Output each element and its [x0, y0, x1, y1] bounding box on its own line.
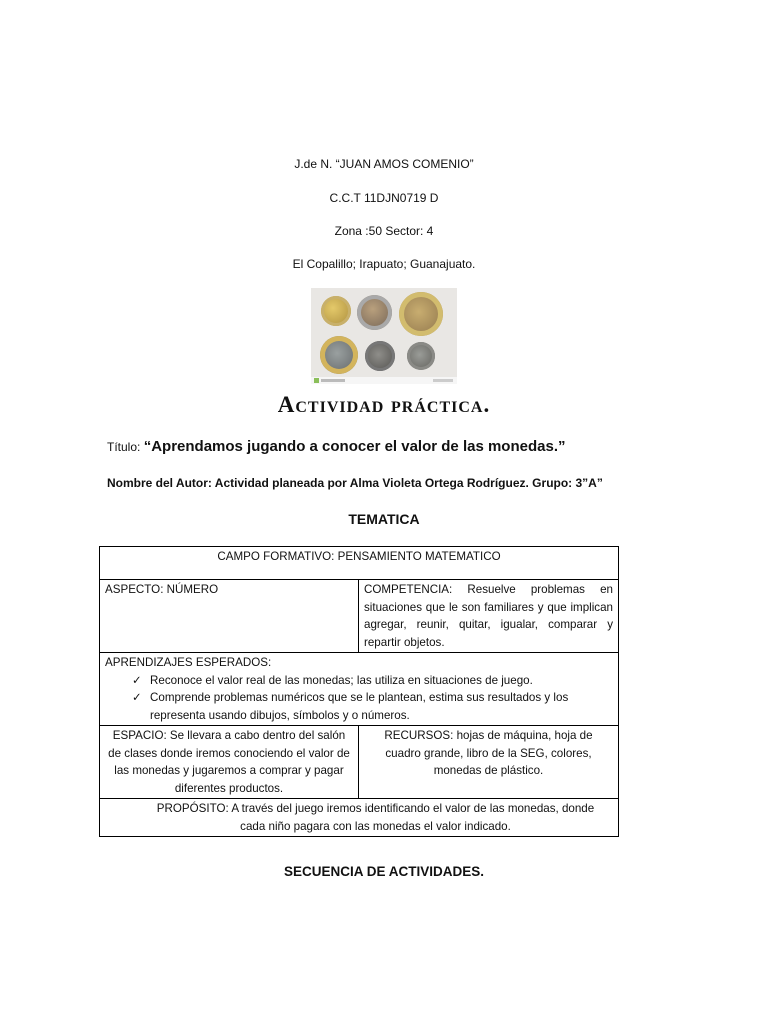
location: El Copalillo; Irapuato; Guanajuato. [292, 257, 476, 271]
list-item [132, 689, 613, 724]
list-item [132, 672, 613, 690]
recursos-cell [359, 726, 619, 799]
autor-value: Actividad planeada por Alma Violeta Ortega Rodríguez. Grupo: 3”A” [214, 476, 603, 490]
coin-icon [399, 292, 443, 336]
aspecto-cell [100, 580, 359, 653]
campo-formativo: CAMPO FORMATIVO: PENSAMIENTO MATEMATICO [217, 550, 501, 563]
table-row [100, 799, 619, 837]
table-row [100, 580, 619, 653]
coin-icon [357, 295, 392, 330]
aprendizajes-list [105, 672, 613, 725]
espacio-cell [100, 726, 359, 799]
titulo-label: Título: [107, 440, 141, 454]
table-row [100, 653, 619, 726]
aprendizajes-cell [100, 653, 619, 726]
zona-sector: Zona :50 Sector: 4 [334, 224, 434, 238]
watermark-logo-icon [314, 378, 319, 383]
cct-code: C.C.T 11DJN0719 D [329, 191, 439, 205]
competencia-cell [359, 580, 619, 653]
campo-formativo-cell [100, 547, 619, 580]
coin-icon [365, 341, 395, 371]
watermark-text-mark [321, 379, 345, 382]
competencia-text: Resuelve problemas en situaciones que le son familiares y que implican agregar, reunir, quitar, igualar, comparar y repartir objetos. [364, 583, 613, 649]
planning-table [99, 546, 619, 837]
checkmark-icon: ✓ [132, 691, 142, 704]
competencia-label: COMPETENCIA: [364, 583, 453, 596]
secuencia-heading: SECUENCIA DE ACTIVIDADES. [283, 864, 485, 879]
titulo-value: “Aprendamos jugando a conocer el valor de las monedas.” [143, 438, 566, 455]
aspecto: ASPECTO: NÚMERO [105, 583, 219, 596]
aprendizaje-text: Reconoce el valor real de las monedas; las utiliza en situaciones de juego. [150, 673, 533, 687]
coin-icon [320, 336, 358, 374]
autor-line [107, 476, 603, 490]
aprendizaje-text: Comprende problemas numéricos que se le plantean, estima sus resultados y los representa usando dibujos, símbolos y o números. [150, 691, 569, 722]
recursos: RECURSOS: hojas de máquina, hoja de cuadro grande, libro de la SEG, colores, monedas de plástico. [384, 729, 593, 777]
espacio: ESPACIO: Se llevara a cabo dentro del salón de clases donde iremos conociendo el valor de las monedas y jugaremos a comprar y pagar diferentes productos. [108, 729, 350, 795]
proposito-cell [100, 799, 619, 837]
coin-icon [407, 342, 435, 370]
school-name: J.de N. “JUAN AMOS COMENIO” [294, 157, 474, 171]
tematica-heading: TEMATICA [348, 511, 420, 527]
autor-label: Nombre del Autor: [107, 476, 212, 490]
proposito-label: PROPÓSITO: [156, 802, 229, 815]
titulo-line [107, 438, 565, 455]
coin-icon [321, 296, 351, 326]
coins-image [311, 288, 457, 384]
checkmark-icon: ✓ [132, 673, 142, 687]
main-title: Actividad práctica. [277, 392, 491, 417]
watermark-id-mark [433, 379, 453, 382]
proposito-text: A través del juego iremos identificando el valor de las monedas, donde cada niño pagara con las monedas el valor indicado. [231, 802, 595, 833]
aprendizajes-title: APRENDIZAJES ESPERADOS: [105, 656, 272, 669]
table-row [100, 726, 619, 799]
table-row [100, 547, 619, 580]
